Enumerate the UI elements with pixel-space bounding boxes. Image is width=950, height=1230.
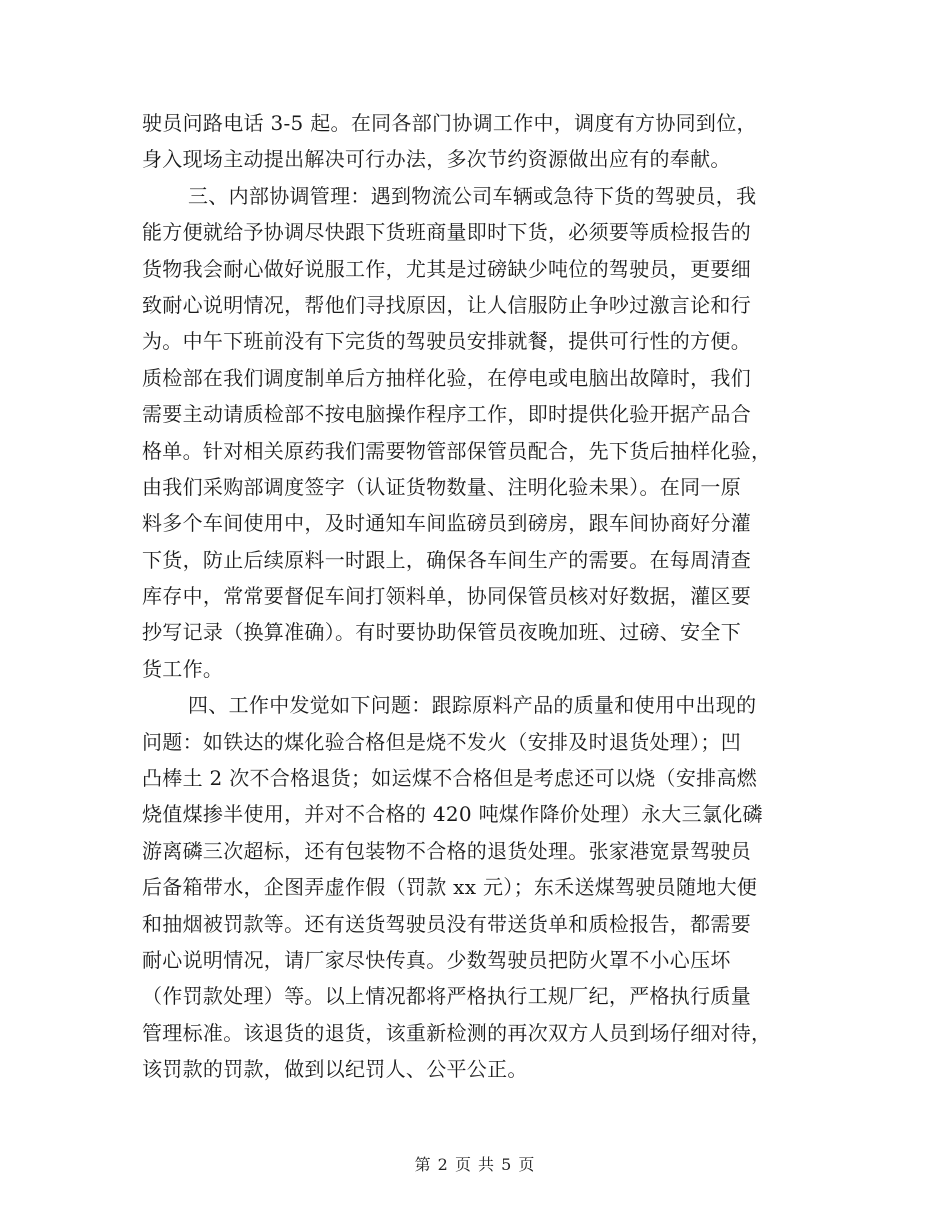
text-line: 由我们采购部调度签字（认证货物数量、注明化验未果）。在同一原 (142, 474, 741, 499)
text-line: 凸棒土 2 次不合格退货；如运煤不合格但是考虑还可以烧（安排高燃 (142, 766, 758, 791)
document-body (142, 105, 802, 1088)
text-line: 后备箱带水，企图弄虚作假（罚款 xx 元）；东禾送煤驾驶员随地大便 (142, 875, 758, 900)
text-line: 烧值煤掺半使用，并对不合格的 420 吨煤作降价处理）永大三氯化磷 (142, 802, 763, 827)
text-line: 问题：如铁达的煤化验合格但是烧不发火（安排及时退货处理）；凹 (142, 729, 741, 754)
text-line: 四、工作中发觉如下问题：跟踪原料产品的质量和使用中出现的 (188, 693, 757, 718)
text-line: 质检部在我们调度制单后方抽样化验，在停电或电脑出故障时，我们 (142, 365, 751, 390)
text-line: 管理标准。该退货的退货，该重新检测的再次双方人员到场仔细对待， (142, 1020, 772, 1045)
text-line: 能方便就给予协调尽快跟下货班商量即时下货，必须要等质检报告的 (142, 220, 751, 245)
text-line: 货工作。 (142, 656, 224, 681)
page-number-footer: 第 2 页 共 5 页 (414, 1155, 536, 1174)
text-line: （作罚款处理）等。以上情况都将严格执行工规厂纪，严格执行质量 (142, 984, 751, 1009)
text-line: 身入现场主动提出解决可行办法，多次节约资源做出应有的奉献。 (142, 147, 731, 172)
text-line: 致耐心说明情况，帮他们寻找原因，让人信服防止争吵过激言论和行 (142, 292, 751, 317)
text-line: 三、内部协调管理：遇到物流公司车辆或急待下货的驾驶员，我 (188, 183, 757, 208)
text-line: 库存中，常常要督促车间打领料单，协同保管员核对好数据，灌区要 (142, 584, 751, 609)
text-line: 格单。针对相关原药我们需要物管部保管员配合，先下货后抽样化验， (142, 438, 772, 463)
text-line: 耐心说明情况，请厂家尽快传真。少数驾驶员把防火罩不小心压坏 (142, 947, 731, 972)
text-line: 该罚款的罚款，做到以纪罚人、公平公正。 (142, 1057, 528, 1082)
text-line: 需要主动请质检部不按电脑操作程序工作，即时提供化验开据产品合 (142, 402, 751, 427)
text-line: 为。中午下班前没有下完货的驾驶员安排就餐，提供可行性的方便。 (142, 329, 751, 354)
text-line: 料多个车间使用中，及时通知车间监磅员到磅房，跟车间协商好分灌 (142, 511, 751, 536)
text-line: 下货，防止后续原料一时跟上，确保各车间生产的需要。在每周清查 (142, 547, 751, 572)
text-line: 游离磷三次超标，还有包装物不合格的退货处理。张家港宽景驾驶员 (142, 838, 751, 863)
text-line: 和抽烟被罚款等。还有送货驾驶员没有带送货单和质检报告，都需要 (142, 911, 751, 936)
text-line: 货物我会耐心做好说服工作，尤其是过磅缺少吨位的驾驶员，更要细 (142, 256, 751, 281)
text-line: 抄写记录（换算准确）。有时要协助保管员夜晚加班、过磅、安全下 (142, 620, 741, 645)
text-line: 驶员问路电话 3-5 起。在同各部门协调工作中，调度有方协同到位， (142, 111, 757, 135)
